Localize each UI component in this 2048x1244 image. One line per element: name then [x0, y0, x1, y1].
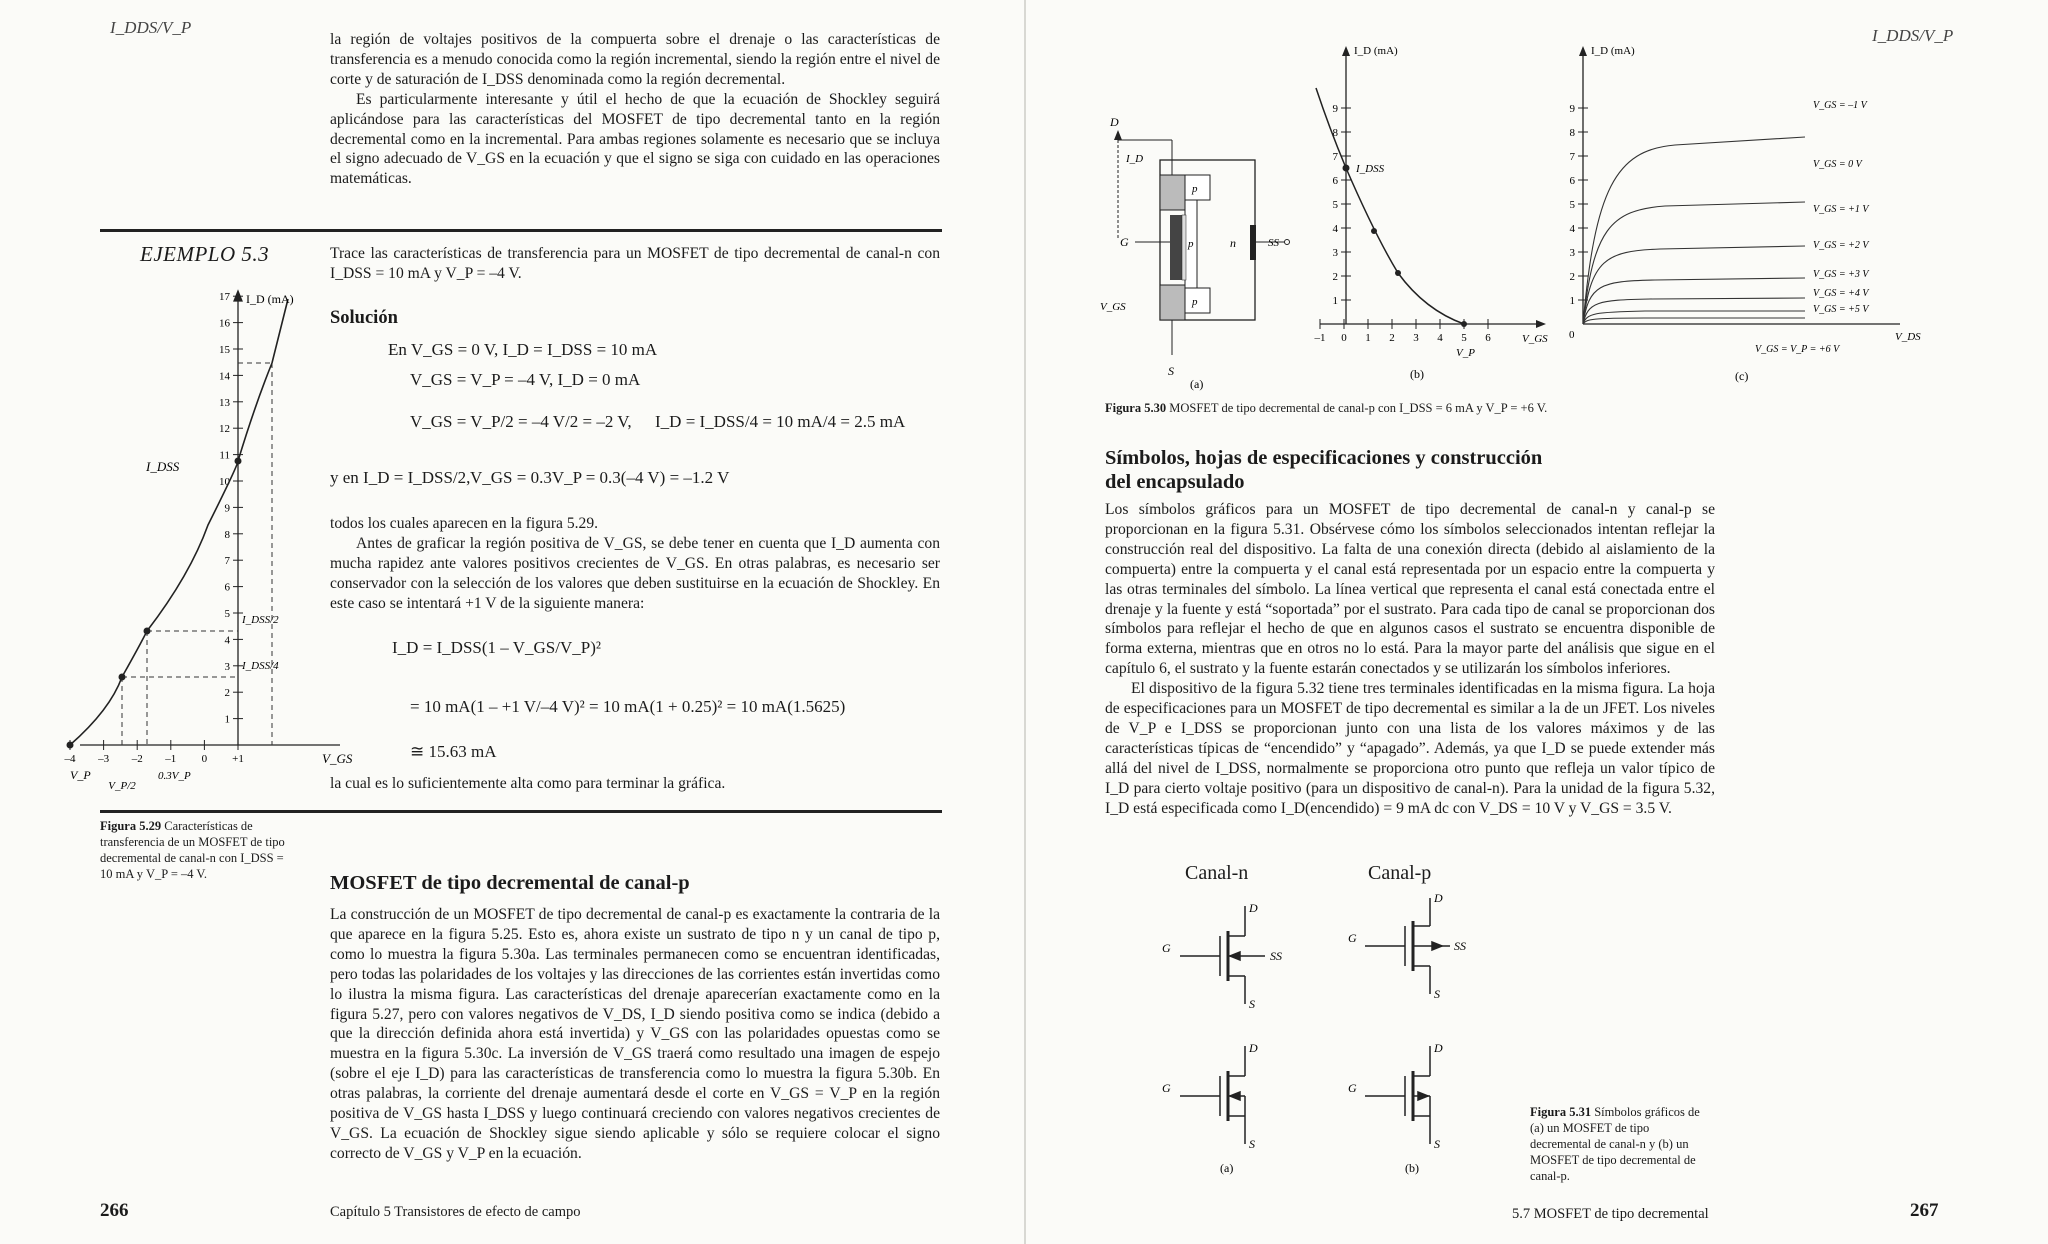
- equation-3b: I_D = I_DSS/4 = 10 mA/4 = 2.5 mA: [655, 412, 906, 431]
- f529-xticks-label: –2: [131, 753, 143, 765]
- example-statement: Trace las características de transferencia para un MOSFET de tipo decremental de canal-n con I_DSS = 10 mA y V_P = –4 V.: [330, 245, 940, 282]
- equation-1: En V_GS = 0 V, I_D = I_DSS = 10 mA: [388, 340, 658, 359]
- f529-yticks-label: 7: [224, 555, 230, 568]
- left-running-head: I_DDS/V_P: [110, 18, 192, 37]
- f529-xticks-label: –3: [98, 753, 110, 765]
- f530b-y-label: I_D (mA): [1354, 45, 1398, 57]
- drain-metal: [1160, 175, 1185, 210]
- c-curve-minus1: [1583, 137, 1805, 324]
- symbol-p-ss: [1365, 898, 1450, 994]
- f529-yticks-label: 10: [219, 476, 230, 488]
- symbols-text: [1105, 500, 1715, 819]
- curve-points: [67, 458, 242, 749]
- c-y-arrow: [1579, 46, 1587, 56]
- intro-text: [330, 30, 940, 189]
- left-page-number: 266: [100, 1200, 129, 1221]
- n-3t-g: G: [1162, 1081, 1171, 1095]
- b-point-vp: [1461, 321, 1467, 327]
- f530b-xticks-label: 3: [1413, 332, 1419, 344]
- n-ss-g: G: [1162, 941, 1171, 955]
- n-ss-ss: SS: [1270, 949, 1282, 963]
- equation-7: ≅ 15.63 mA: [410, 742, 497, 761]
- c-curve-0: [1583, 202, 1805, 324]
- gate-metal: [1170, 215, 1182, 280]
- f529-yticks-label: 11: [219, 449, 230, 462]
- f529-yticks-label: 5: [224, 608, 230, 620]
- figure-5-31-col-n: Canal-n: [1185, 862, 1249, 884]
- symbol-p-3t: [1365, 1046, 1430, 1144]
- f530c-yticks-label: 2: [1569, 271, 1575, 283]
- figure-5-31-caption-label: Figura 5.31: [1530, 1105, 1592, 1119]
- solution-heading: Solución: [330, 308, 398, 328]
- c-label-plus2: V_GS = +2 V: [1813, 240, 1869, 251]
- b-x-arrow: [1536, 320, 1546, 328]
- n-3t-s: S: [1249, 1137, 1255, 1151]
- f530b-yticks-label: 6: [1332, 175, 1338, 187]
- section-p-channel-title: MOSFET de tipo decremental de canal-p: [330, 872, 690, 894]
- section-p-channel-text: La construcción de un MOSFET de tipo decremental de canal-p es exactamente la contraria de la que aparece en la figura 5.25. Esto es, ahora existe un sustrato de tipo n y un canal de tipo p, como lo muestra la figura 5.30a. Las terminales permanecen como se encuentran identificadas, pero todas las polaridades de los voltajes y las direcciones de las corrientes están invertidas como lo ilustra la misma figura. Las características del drenaje aparecerían exactamente como en la figura 5.27, pero con valores negativos de V_DS, I_D siendo positiva como se indica (debido a que la dirección definida ahora está invertida) y V_GS con las polaridades opuestas como se muestra en la figura 5.30c. La inversión de V_GS traerá como resultado una imagen de espejo (sobre el eje I_D) para las características de transferencia como lo muestra la figura 5.30b. En otras palabras, la corriente del drenaje aumentará desde el corte en V_GS = V_P en la región positiva de V_GS hasta I_DSS y luego continuará creciendo con valores negativos crecientes de V_GS. La ecuación de Shockley sigue siendo aplicable y sólo se requiere colocar el signo correcto de V_GS y V_P en la ecuación.: [330, 906, 940, 1162]
- f529-idss-quarter: I_DSS/4: [242, 660, 279, 672]
- f530a-vgs: V_GS: [1100, 301, 1126, 313]
- f530c-yticks-label: 6: [1569, 175, 1575, 187]
- f530c-yticks-label: 9: [1569, 103, 1575, 115]
- book-gutter: [1024, 0, 1026, 1244]
- f529-xticks-label: +1: [232, 753, 244, 765]
- symbol-n-ss: [1180, 906, 1265, 1004]
- source-metal: [1160, 285, 1185, 320]
- ss-terminal: [1285, 240, 1290, 245]
- f529-yticks-label: 12: [219, 423, 230, 436]
- y-ticks: [219, 291, 243, 725]
- f530b-yticks-label: 4: [1332, 223, 1338, 235]
- f530c-yticks-label: 8: [1569, 127, 1575, 139]
- sio2-layer: [1182, 215, 1186, 280]
- f529-vp-03: 0.3V_P: [158, 770, 191, 782]
- f530b-xticks-label: 4: [1437, 332, 1443, 344]
- figure-5-29-caption-label: Figura 5.29: [100, 819, 162, 833]
- b-y-arrow: [1342, 46, 1350, 56]
- b-point-2: [1371, 228, 1377, 234]
- right-running-head: I_DDS/V_P: [1872, 26, 1954, 45]
- f531-b-label: (b): [1405, 1161, 1419, 1175]
- section-symbols-title: [1105, 446, 1542, 494]
- figure-5-31-col-p: Canal-p: [1368, 862, 1432, 884]
- f529-vp-half: V_P/2: [108, 780, 136, 792]
- point-idss: [235, 458, 242, 465]
- figure-5-31-symbols: [1150, 886, 1510, 1186]
- f529-yticks-label: 17: [219, 291, 230, 304]
- figure-5-30b-chart: [1300, 40, 1550, 390]
- f529-idss-half: I_DSS/2: [242, 614, 279, 626]
- guide-lines: [122, 363, 272, 745]
- n-ss-s: S: [1249, 997, 1255, 1011]
- p-ss-g: G: [1348, 931, 1357, 945]
- f530b-yticks-label: 9: [1332, 103, 1338, 115]
- f530a-s: S: [1168, 364, 1174, 378]
- p-ss-ss: SS: [1454, 939, 1466, 953]
- figure-5-30-caption: [1105, 400, 1705, 416]
- f529-yticks-label: 16: [219, 317, 230, 330]
- equation-4b: V_GS = 0.3V_P = 0.3(–4 V) = –1.2 V: [470, 468, 730, 487]
- f529-yticks-label: 4: [224, 634, 230, 647]
- right-footer: 5.7 MOSFET de tipo decremental: [1512, 1206, 1709, 1222]
- f530c-yticks-label: 5: [1569, 199, 1575, 211]
- c-label-minus1: V_GS = –1 V: [1813, 100, 1867, 111]
- figure-5-31-caption-text: Símbolos gráficos de (a) un MOSFET de tipo decremental de canal-n y (b) un MOSFET de tipo decremental de canal-p.: [1530, 1105, 1700, 1183]
- graph-intro-paragraph: Antes de graficar la región positiva de V_GS, se debe tener en cuenta que I_D aumenta con mucha rapidez ante valores positivos crecientes de V_GS. En otras palabras, es necesario ser conservador con la selección de los valores que deben sustituirse en la ecuación de Shockley. En este caso se intentará +1 V de la siguiente manera:: [330, 534, 940, 612]
- figure-5-29-caption: [100, 818, 290, 882]
- f530c-zero: 0: [1569, 329, 1575, 341]
- f530c-x-label: V_DS: [1895, 331, 1921, 343]
- c-drain-curves: [1583, 137, 1805, 324]
- f530b-xticks-label: 5: [1461, 332, 1467, 344]
- f530b-xticks-label: 2: [1389, 332, 1395, 344]
- symbols-paragraph-1: Los símbolos gráficos para un MOSFET de tipo decremental de canal-n y canal-p se proporcionan en la figura 5.31. Obsérvese cómo los símbolos seleccionados intentan reflejar la construcción real del dispositivo. La falta de una conexión directa (debido al aislamiento de la compuerta) entre la compuerta y el canal está representada por un espacio entre la compuerta y las otras terminales del símbolo. La línea vertical que representa el canal está conectada entre el drenaje y la fuente y está “soportada” por el sustrato. Para cada tipo de canal se proporcionan dos símbolos para reflejar el hecho de que en algunos casos el sustrato se encuentra disponible de forma externa, mientras que en otros no lo está. Para la mayor parte del análisis que sigue en el capítulo 6, el sustrato y la fuente estarán conectados y se utilizarán los símbolos inferiores.: [1105, 501, 1715, 678]
- b-transfer-curve: [1316, 88, 1464, 324]
- c-y-ticks: [1570, 103, 1589, 307]
- f530b-x-label: V_GS: [1522, 333, 1548, 345]
- point-vp: [67, 742, 74, 749]
- c-label-plus5: V_GS = +5 V: [1813, 304, 1869, 315]
- f530b-yticks-label: 7: [1332, 151, 1338, 163]
- f530b-xticks-label: 0: [1341, 332, 1347, 344]
- b-point-3: [1395, 270, 1401, 276]
- point-quarter: [119, 674, 126, 681]
- after-equation-text: todos los cuales aparecen en la figura 5.29.: [330, 515, 599, 532]
- f530a-g: G: [1120, 235, 1129, 249]
- middle-text: [330, 514, 940, 614]
- f530b-yticks-label: 8: [1332, 127, 1338, 139]
- b-y-ticks: [1333, 103, 1352, 307]
- c-label-0: V_GS = 0 V: [1813, 159, 1862, 170]
- f530c-yticks-label: 4: [1569, 223, 1575, 235]
- c-label-plus1: V_GS = +1 V: [1813, 204, 1869, 215]
- figure-5-30-caption-text: MOSFET de tipo decremental de canal-p con I_DSS = 6 mA y V_P = +6 V.: [1169, 401, 1548, 415]
- symbol-terminal-labels: [1162, 891, 1466, 1151]
- f529-idss-label: I_DSS: [146, 459, 180, 474]
- f530b-yticks-label: 5: [1332, 199, 1338, 211]
- figure-5-30-caption-label: Figura 5.30: [1105, 401, 1167, 415]
- id-arrow: [1114, 130, 1122, 140]
- f530a-p-bottom: p: [1192, 296, 1198, 308]
- c-label-vp: V_GS = V_P = +6 V: [1755, 344, 1840, 355]
- f529-yticks-label: 8: [224, 528, 230, 541]
- f529-yticks-label: 14: [219, 370, 230, 383]
- intro-paragraph-1: la región de voltajes positivos de la compuerta sobre el drenaje o las características de transferencia es a menudo conocida como la región incremental, siendo la región entre el nivel de corte y de saturación de I_DSS denominada como la región decremental.: [330, 31, 940, 88]
- n-3t-d: D: [1249, 1041, 1258, 1055]
- f529-xticks-label: –4: [64, 753, 76, 765]
- f529-yticks-label: 13: [219, 396, 230, 409]
- f529-yticks-label: 6: [224, 581, 230, 594]
- f530c-yticks-label: 7: [1569, 151, 1575, 163]
- point-half: [144, 628, 151, 635]
- equation-5: I_D = I_DSS(1 – V_GS/V_P)²: [392, 638, 601, 657]
- f530b-idss: I_DSS: [1356, 163, 1385, 175]
- f530c-yticks-label: 1: [1569, 295, 1575, 307]
- section-symbols-title-line2: del encapsulado: [1105, 471, 1245, 493]
- figure-5-30a-device: [1090, 115, 1300, 391]
- c-curve-plus5: [1583, 318, 1805, 324]
- symbols-paragraph-2: El dispositivo de la figura 5.32 tiene tres terminales identificadas en la misma figura. La hoja de especificaciones para un MOSFET de tipo decremental es similar a la de un JFET. Los niveles de V_P e I_DSS se proporcionan junto con una lista de los valores máximos y de las características típicas de “encendido” y “apagado”. Además, ya que I_D se puede extender más allá del nivel de I_DSS, normalmente se proporciona otro punto que refleja un valor típico de I_D para cierto voltaje positivo (para un dispositivo de canal-n). Para la unidad de la figura 5.32, I_D está especificada como I_D(encendido) = 9 mA dc con V_DS = 10 V y V_GS = 3.5 V.: [1105, 680, 1715, 817]
- figure-5-30c-chart: [1555, 40, 1925, 390]
- f530a-label: (a): [1190, 377, 1204, 391]
- p-region-drain: [1185, 175, 1210, 200]
- f530b-xticks-label: 6: [1485, 332, 1491, 344]
- n-ss-d: D: [1249, 901, 1258, 915]
- f530b-vp: V_P: [1456, 347, 1475, 359]
- transfer-curve: [70, 299, 288, 745]
- f530b-yticks-label: 3: [1332, 247, 1338, 259]
- p-3t-s: S: [1434, 1137, 1440, 1151]
- b-curve-points: [1343, 165, 1468, 328]
- right-page-number: 267: [1910, 1200, 1939, 1221]
- c-curve-labels: [1755, 100, 1870, 355]
- f529-yticks-label: 2: [224, 687, 230, 700]
- f529-xticks-label: 0: [201, 753, 208, 765]
- f530b-yticks-label: 2: [1332, 271, 1338, 283]
- f529-yticks-label: 3: [224, 660, 230, 673]
- f530a-d: D: [1110, 115, 1119, 129]
- figure-5-29-caption-text: Características de transferencia de un MOSFET de tipo decremental de canal-n con I_DSS = 10 mA y V_P = –4 V.: [100, 819, 285, 881]
- f530b-xticks-label: –1: [1314, 332, 1326, 344]
- example-title: EJEMPLO 5.3: [140, 242, 270, 266]
- p-3t-g: G: [1348, 1081, 1357, 1095]
- b-point-idss: [1343, 165, 1350, 172]
- after-equation-7: la cual es lo suficientemente alta como para terminar la gráfica.: [330, 775, 726, 792]
- f530c-yticks-label: 3: [1569, 247, 1575, 259]
- equation-6: = 10 mA(1 – +1 V/–4 V)² = 10 mA(1 + 0.25)² = 10 mA(1.5625): [410, 697, 846, 716]
- f530b-xticks-label: 1: [1365, 332, 1371, 344]
- left-footer: Capítulo 5 Transistores de efecto de campo: [330, 1204, 581, 1220]
- f531-a-label: (a): [1220, 1161, 1234, 1175]
- f529-y-label: I_D (mA): [246, 292, 294, 306]
- figure-5-29-chart: [64, 285, 353, 825]
- p-region-source: [1185, 288, 1210, 313]
- f529-yticks-label: 1: [224, 713, 230, 726]
- symbol-n-3t: [1180, 1046, 1245, 1144]
- c-label-plus4: V_GS = +4 V: [1813, 288, 1869, 299]
- p-ss-d: D: [1434, 891, 1443, 905]
- f529-xticks-label: –1: [165, 753, 177, 765]
- f530a-ss: SS: [1268, 237, 1279, 249]
- f529-vp-label: V_P: [70, 768, 91, 782]
- substrate-contact: [1250, 225, 1256, 260]
- equation-4a: y en I_D = I_DSS/2,: [330, 468, 471, 487]
- f530a-p-top: p: [1192, 183, 1198, 195]
- section-symbols-title-line1: Símbolos, hojas de especificaciones y construcción: [1105, 447, 1543, 469]
- example-top-rule: [100, 229, 942, 232]
- f530c-label: (c): [1735, 369, 1749, 383]
- intro-paragraph-2: Es particularmente interesante y útil el hecho de que la ecuación de Shockley seguirá aplicándose para las características del MOSFET de tipo decremental tanto en la región decremental como en la incremental. Para ambas regiones solamente es necesario que se incluya el signo adecuado de V_GS en la ecuación y que el signo se siga con cuidado en las operaciones matemáticas.: [330, 90, 940, 188]
- f530a-n: n: [1230, 236, 1236, 250]
- f529-yticks-label: 15: [219, 344, 230, 356]
- f530a-id: I_D: [1126, 153, 1144, 165]
- equation-3a: V_GS = V_P/2 = –4 V/2 = –2 V,: [410, 412, 632, 431]
- figure-5-31-caption: [1530, 1104, 1705, 1184]
- c-label-plus3: V_GS = +3 V: [1813, 269, 1869, 280]
- f530b-label: (b): [1410, 367, 1424, 381]
- p-3t-d: D: [1434, 1041, 1443, 1055]
- p-ss-s: S: [1434, 987, 1440, 1001]
- equation-2: V_GS = V_P = –4 V, I_D = 0 mA: [410, 370, 641, 389]
- f529-x-label: V_GS: [322, 751, 353, 766]
- f529-yticks-label: 9: [224, 502, 230, 515]
- f530a-p-channel: p: [1188, 238, 1194, 250]
- f530b-yticks-label: 1: [1332, 295, 1338, 307]
- f530c-y-label: I_D (mA): [1591, 45, 1635, 57]
- x-ticks: [64, 740, 244, 765]
